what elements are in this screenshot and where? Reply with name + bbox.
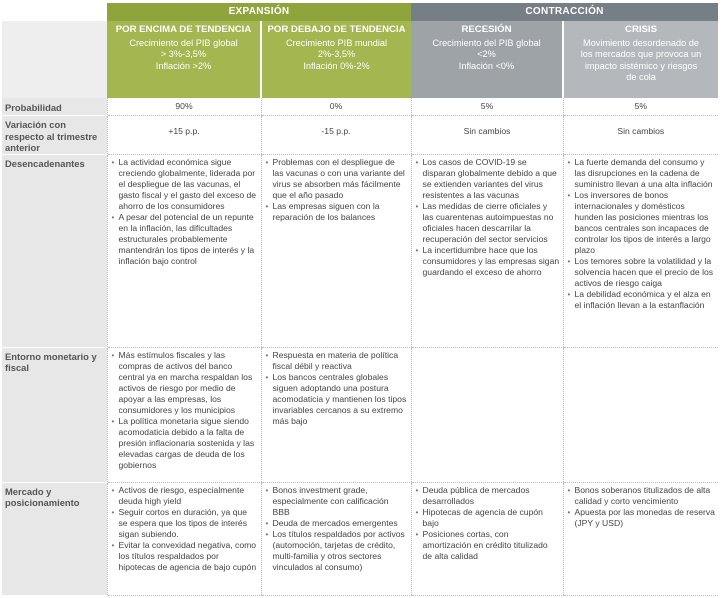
bullet-list [111, 157, 258, 267]
triggers-cell [261, 154, 411, 347]
scenario-desc-line: 2%-3,5% [317, 49, 356, 59]
scenario-header-1 [261, 21, 411, 98]
scenario-table [2, 3, 718, 596]
bullet-list [567, 157, 716, 311]
triggers-cell [563, 154, 718, 347]
monetary-cell [107, 347, 261, 482]
bullet-item: • La debilidad económica y el alza en el inflación llevan a la estanflación [575, 289, 716, 311]
bullet-list [567, 485, 716, 529]
scenario-desc-line: Inflación 0%-2% [303, 60, 370, 71]
bullet-item: • A pesar del potencial de un repunte en la inflación, las dificultades estructurales probablemente mantendrán los tipos de interés y la inflación bajo control [119, 212, 258, 267]
scenario-header-2 [411, 21, 563, 98]
header-corner [2, 21, 107, 98]
bullet-item: • Las empresas siguen con la reparación de los balances [273, 201, 408, 223]
row-label-monetary: Entorno monetario y fiscal [2, 347, 107, 482]
scenario-header-0 [107, 21, 261, 98]
scenario-title: POR ENCIMA DE TENDENCIA [115, 24, 252, 35]
scenario-title: RECESIÓN [461, 24, 512, 35]
monetary-cell [411, 347, 563, 482]
scenario-title: CRISIS [625, 24, 658, 35]
monetary-cell [261, 347, 411, 482]
bullet-item: • Activos de riesgo, especialmente deuda high yield [119, 485, 258, 507]
monetary-cell [563, 347, 718, 482]
scenario-desc-line: Crecimiento del PIB global [129, 37, 238, 48]
scenario-desc-line: de cola [626, 72, 656, 82]
bullet-item: • Apuesta por las monedas de reserva (JPY y USD) [575, 507, 716, 529]
corner-blank [2, 3, 107, 21]
bullet-item: • Bonos investment grade, especialmente con calificación BBB [273, 485, 408, 518]
bullet-item: • La fuerte demanda del consumo y las disrupciones en la cadena de suministro llevan a una alta inflación [575, 157, 716, 190]
bullet-list [415, 157, 560, 278]
bullet-item: • La política monetaria sigue siendo acomodaticia debido a la falta de presión inflacionaria sostenida y las elevadas cargas de deuda de los gobiernos [119, 416, 258, 471]
bullet-item: • Respuesta en materia de política fiscal débil y reactiva [273, 350, 408, 372]
scenario-desc-line: <2% [477, 49, 496, 59]
scenario-desc-line: Inflación <0% [458, 60, 515, 71]
scenario-desc-line: los mercados que provoca un [580, 49, 702, 59]
market-cell [563, 482, 718, 595]
scenario-title: POR DEBAJO DE TENDENCIA [267, 24, 406, 35]
market-cell [261, 482, 411, 595]
variation-value: -15 p.p. [261, 116, 411, 155]
probability-value: 90% [107, 98, 261, 116]
bullet-item: • Los inversores de bonos internacionales y domésticos hunden las posiciones mientras los bancos centrales son incapaces de controlar los tipos de interés a largo plazo [575, 190, 716, 256]
scenario-desc-line: impacto sistémico y riesgos [584, 60, 698, 71]
bullet-item: • Bonos soberanos titulizados de alta calidad y corto vencimiento [575, 485, 716, 507]
bullet-item: • Evitar la convexidad negativa, como los títulos respaldados por hipotecas de agencia de bajo cupón [119, 540, 258, 573]
triggers-cell [411, 154, 563, 347]
bullet-item: • Los temores sobre la volatilidad y la solvencia hacen que el precio de los activos de riesgo caiga [575, 256, 716, 289]
scenario-desc-line: Crecimiento del PIB global [432, 37, 541, 48]
bullet-item: • Deuda de mercados emergentes [273, 518, 408, 529]
bullet-item: • Los bancos centrales globales siguen adoptando una postura acomodaticia y mantienen los tipos invariables cercanos a su extremo más bajo [273, 372, 408, 427]
row-label-variation: Variación con respecto al trimestre anterior [2, 116, 107, 155]
bullet-item: • Las medidas de cierre oficiales y las cuarentenas autoimpuestas no oficiales hacen descarrilar la recuperación del sector servicios [423, 201, 560, 245]
bullet-list [265, 350, 408, 427]
bullet-item: • Deuda pública de mercados desarrollados [423, 485, 560, 507]
probability-value: 0% [261, 98, 411, 116]
triggers-cell [107, 154, 261, 347]
bullet-list [111, 350, 258, 471]
market-cell [411, 482, 563, 595]
bullet-list [265, 485, 408, 573]
bullet-item: • Problemas con el despliegue de las vacunas o con una variante del virus se absorben más fácilmente que el año pasado [273, 157, 408, 201]
bullet-item: • La incertidumbre hace que los consumidores y las empresas sigan guardando el exceso de ahorro [423, 245, 560, 278]
probability-value: 5% [563, 98, 718, 116]
bullet-item: • Hipotecas de agencia de cupón bajo [423, 507, 560, 529]
bullet-list [265, 157, 408, 223]
scenario-desc-line: Inflación >2% [155, 60, 212, 71]
variation-value: Sin cambios [411, 116, 563, 155]
bullet-item: • Seguir cortos en duración, ya que se espera que los tipos de interés sigan subiendo. [119, 507, 258, 540]
scenario-desc-line: Movimiento desordenado de [583, 37, 699, 48]
bullet-list [111, 485, 258, 573]
bullet-item: • Posiciones cortas, con amortización en crédito titulizado de alta calidad [423, 529, 560, 562]
variation-value: +15 p.p. [107, 116, 261, 155]
bullet-item: • Los casos de COVID-19 se disparan globalmente debido a que se extienden variantes del virus resistentes a las vacunas [423, 157, 560, 201]
group-contraction: CONTRACCIÓN [411, 3, 718, 21]
variation-value: Sin cambios [563, 116, 718, 155]
bullet-list [415, 485, 560, 562]
bullet-item: • La actividad económica sigue creciendo globalmente, liderada por el despliegue de las vacunas, el gasto fiscal y el gasto del exceso de ahorro de los consumidores [119, 157, 258, 212]
scenario-desc-line: > 3%-3,5% [160, 49, 207, 59]
group-expansion: EXPANSIÓN [107, 3, 411, 21]
row-label-market: Mercado y posicionamiento [2, 482, 107, 595]
row-label-triggers: Desencadenantes [2, 154, 107, 347]
bullet-item: • Más estímulos fiscales y las compras de activos del banco central ya en marcha respaldan los activos de riesgo por medio de apoyar a las empresas, los consumidores y los municipios [119, 350, 258, 416]
market-cell [107, 482, 261, 595]
scenario-header-3 [563, 21, 718, 98]
bullet-item: • Los títulos respaldados por activos (automoción, tarjetas de crédito, multi-familia y otros sectores vinculados al consumo) [273, 529, 408, 573]
row-label-probability: Probabilidad [2, 98, 107, 116]
probability-value: 5% [411, 98, 563, 116]
scenario-desc-line: Crecimiento PIB mundial [285, 37, 388, 48]
